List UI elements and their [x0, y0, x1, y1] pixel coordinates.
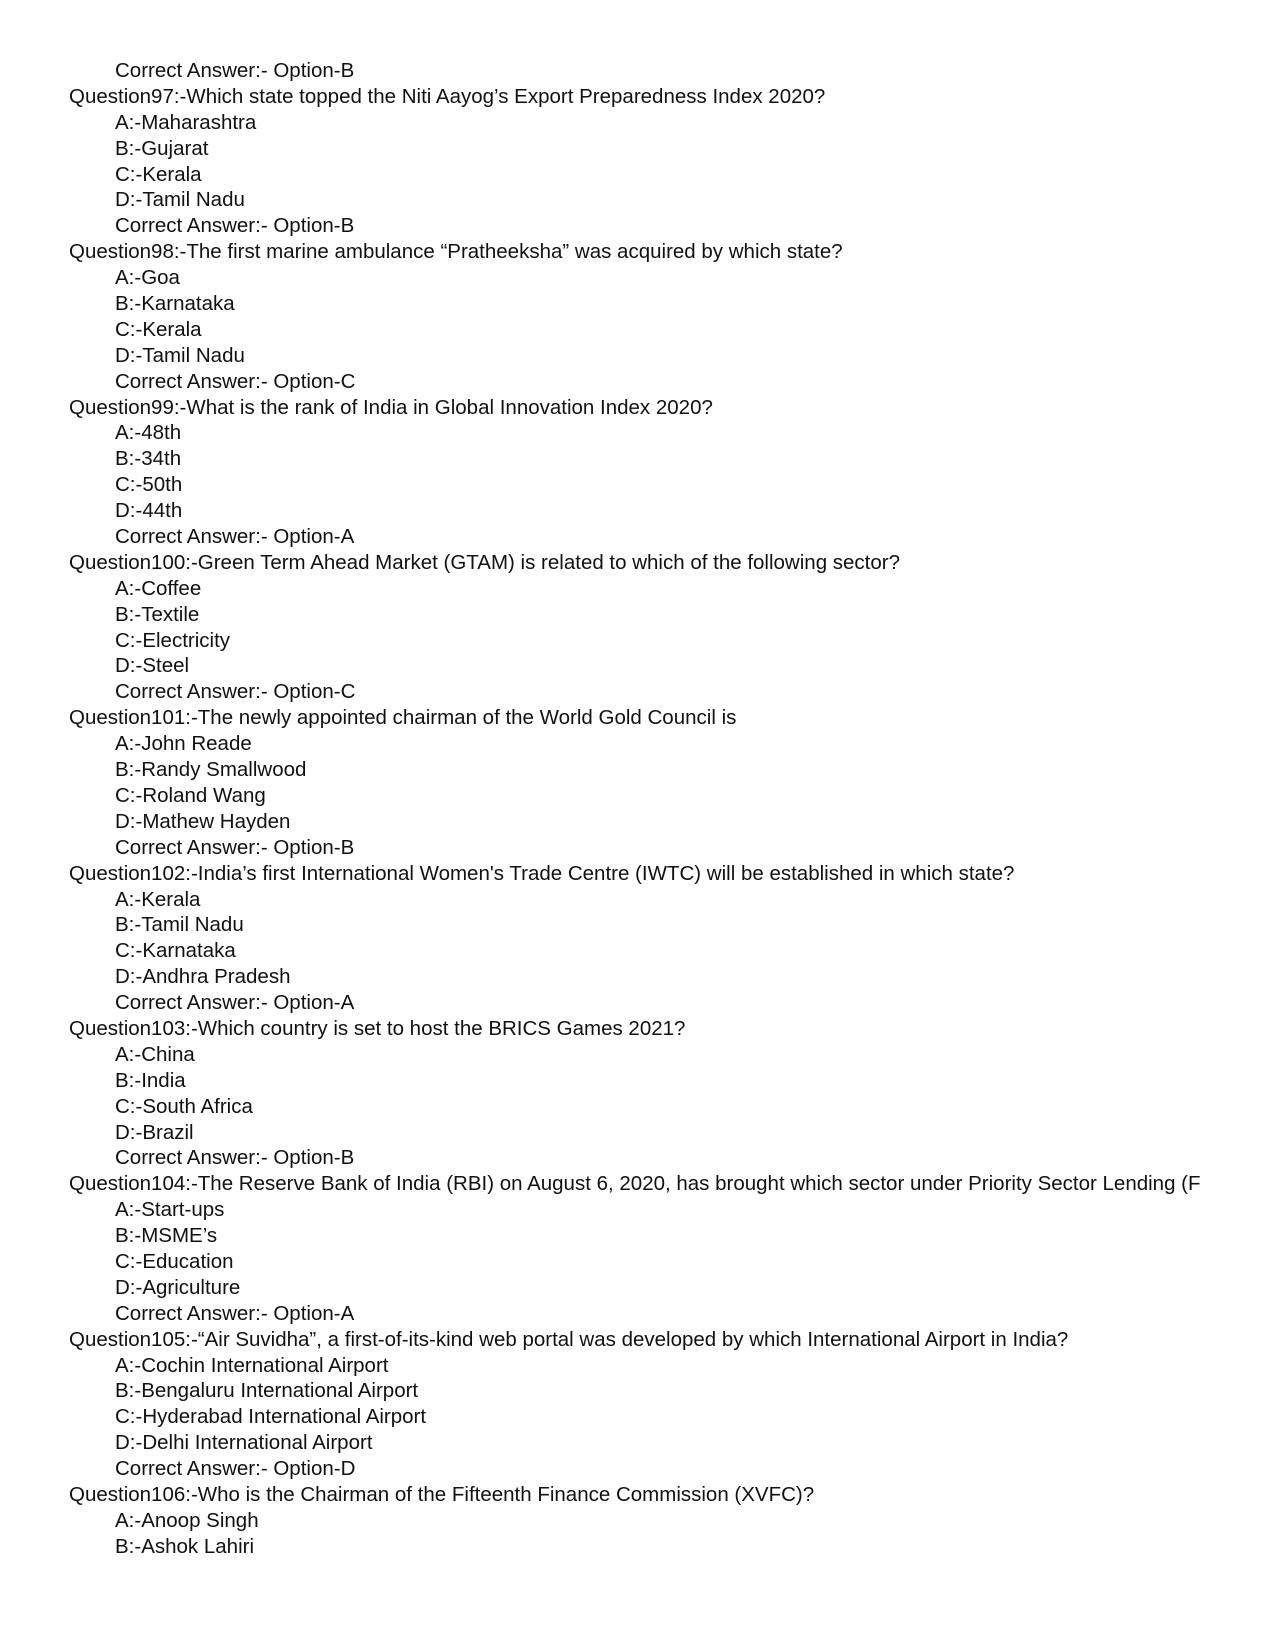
option-b: B:-34th [115, 447, 182, 471]
option-a: A:-Kerala [115, 887, 201, 911]
option-b: B:-Textile [115, 602, 200, 626]
option-a: A:-John Reade [115, 732, 252, 756]
option-c: C:-Hyderabad International Airport [115, 1405, 427, 1429]
correct-answer: Correct Answer:- Option-B [115, 1146, 355, 1170]
option-a: A:-Goa [115, 266, 180, 290]
question-text: Question99:-What is the rank of India in Global Innovation Index 2020? [69, 395, 713, 419]
option-a: A:-48th [115, 421, 182, 445]
question-text: Question106:-Who is the Chairman of the Fifteenth Finance Commission (XVFC)? [69, 1482, 815, 1506]
option-d: D:-Mathew Hayden [115, 809, 291, 833]
option-c: C:-50th [115, 473, 183, 497]
question-text: Question101:-The newly appointed chairman of the World Gold Council is [69, 706, 737, 730]
option-c: C:-Kerala [115, 317, 202, 341]
option-c: C:-Education [115, 1249, 234, 1273]
option-b: B:-Gujarat [115, 136, 209, 160]
option-b: B:-Tamil Nadu [115, 913, 244, 937]
option-a: A:-Cochin International Airport [115, 1353, 389, 1377]
option-a: A:-China [115, 1042, 195, 1066]
correct-answer: Correct Answer:- Option-D [115, 1457, 356, 1481]
option-c: C:-Electricity [115, 628, 231, 652]
correct-answer: Correct Answer:- Option-B [115, 835, 355, 859]
question-text: Question104:-The Reserve Bank of India (RBI) on August 6, 2020, has brought which sector under Priority Sector Lending (F [69, 1172, 1201, 1196]
option-c: C:-Karnataka [115, 939, 236, 963]
option-a: A:-Coffee [115, 576, 202, 600]
option-b: B:-India [115, 1068, 186, 1092]
option-d: D:-Steel [115, 654, 190, 678]
option-b: B:-Bengaluru International Airport [115, 1379, 419, 1403]
option-d: D:-Andhra Pradesh [115, 965, 291, 989]
question-list [0, 58, 1275, 1560]
option-d: D:-Agriculture [115, 1275, 241, 1299]
correct-answer: Correct Answer:- Option-B [115, 59, 355, 82]
option-d: D:-44th [115, 499, 183, 523]
option-d: D:-Delhi International Airport [115, 1431, 373, 1455]
question-text: Question100:-Green Term Ahead Market (GTAM) is related to which of the following sector? [69, 550, 901, 574]
question-text: Question103:-Which country is set to host the BRICS Games 2021? [69, 1016, 686, 1040]
option-a: A:-Start-ups [115, 1198, 225, 1222]
question-text: Question97:-Which state topped the Niti Aayog’s Export Preparedness Index 2020? [69, 84, 826, 108]
correct-answer: Correct Answer:- Option-C [115, 680, 356, 704]
option-b: B:-Karnataka [115, 292, 235, 316]
correct-answer: Correct Answer:- Option-A [115, 1301, 355, 1325]
option-c: C:-Kerala [115, 162, 202, 186]
option-b: B:-Randy Smallwood [115, 758, 307, 782]
correct-answer: Correct Answer:- Option-A [115, 991, 355, 1015]
correct-answer: Correct Answer:- Option-C [115, 369, 356, 393]
option-b: B:-MSME’s [115, 1224, 218, 1248]
correct-answer: Correct Answer:- Option-B [115, 214, 355, 238]
question-text: Question105:-“Air Suvidha”, a first-of-its-kind web portal was developed by which International Airport in India? [69, 1327, 1069, 1351]
option-d: D:-Tamil Nadu [115, 188, 245, 212]
option-d: D:-Tamil Nadu [115, 343, 245, 367]
option-c: C:-Roland Wang [115, 783, 266, 807]
option-c: C:-South Africa [115, 1094, 253, 1118]
option-d: D:-Brazil [115, 1120, 194, 1144]
question-text: Question98:-The first marine ambulance “Pratheeksha” was acquired by which state? [69, 240, 843, 264]
correct-answer: Correct Answer:- Option-A [115, 525, 355, 549]
question-text: Question102:-India’s first International Women's Trade Centre (IWTC) will be established in which state? [69, 861, 1015, 885]
option-a: A:-Anoop Singh [115, 1508, 259, 1532]
option-b: B:-Ashok Lahiri [115, 1534, 255, 1558]
option-a: A:-Maharashtra [115, 110, 257, 134]
